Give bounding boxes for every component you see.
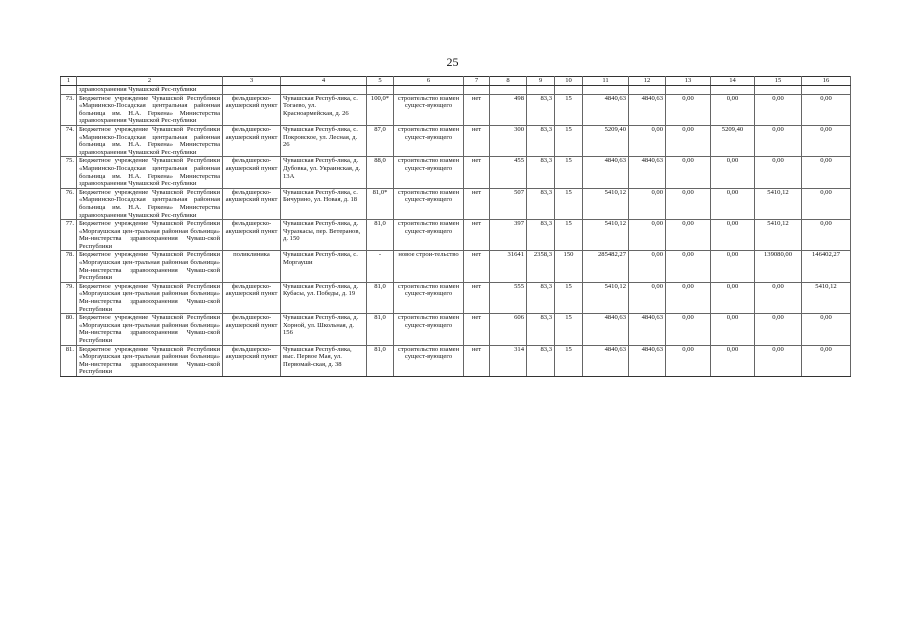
col5-value: 81,0 — [367, 345, 394, 376]
col12-value: 0,00 — [629, 220, 666, 251]
table-row — [61, 345, 851, 376]
col8-value: 507 — [490, 188, 527, 219]
col7-value: нет — [464, 125, 490, 156]
col5-value: 88,0 — [367, 157, 394, 188]
column-header: 13 — [666, 77, 711, 86]
col13-value: 0,00 — [666, 94, 711, 125]
col7-value: нет — [464, 188, 490, 219]
institution-name: Бюджетное учреждение Чувашской Республики «Моргаушская цен-тральная районная больница» Ми-нистерства здравоохранения Чуваш-ской Республики — [77, 251, 223, 282]
column-header: 16 — [802, 77, 851, 86]
col10-value: 15 — [555, 125, 583, 156]
facility-address: Чувашская Респуб-лика, д. Чуразкасы, пер. Ветеранов, д. 150 — [281, 220, 367, 251]
col13-value: 0,00 — [666, 251, 711, 282]
col14-value: 0,00 — [711, 314, 755, 345]
table-row — [61, 94, 851, 125]
col14-value: 0,00 — [711, 220, 755, 251]
col5-value: 81,0 — [367, 314, 394, 345]
column-header: 14 — [711, 77, 755, 86]
col10-value: 15 — [555, 188, 583, 219]
col9-value: 83,3 — [527, 220, 555, 251]
facility-type: поликлиника — [223, 251, 281, 282]
col16-value: 146402,27 — [802, 251, 851, 282]
col11-value: 4840,63 — [583, 157, 629, 188]
row-number: 75. — [61, 157, 77, 188]
col15-value: 0,00 — [755, 94, 802, 125]
col10-value: 15 — [555, 282, 583, 313]
table-row — [61, 314, 851, 345]
col8-value: 606 — [490, 314, 527, 345]
institution-name: Бюджетное учреждение Чувашской Республики «Моргаушская цен-тральная районная больница» Ми-нистерства здравоохранения Чуваш-ской Республики — [77, 314, 223, 345]
column-header: 2 — [77, 77, 223, 86]
col15-value: 5410,12 — [755, 220, 802, 251]
col14-value: 0,00 — [711, 94, 755, 125]
column-header: 15 — [755, 77, 802, 86]
col8-value: 455 — [490, 157, 527, 188]
works-type: строительство взамен сущест-вующего — [394, 157, 464, 188]
col7-value: нет — [464, 314, 490, 345]
col8-value: 397 — [490, 220, 527, 251]
col15-value: 0,00 — [755, 314, 802, 345]
facility-address: Чувашская Респуб-лика, с. Тогаево, ул. Красноармейская, д. 26 — [281, 94, 367, 125]
institution-name: Бюджетное учреждение Чувашской Республики «Моргаушская цен-тральная районная больница» Ми-нистерства здравоохранения Чуваш-ской Республики — [77, 345, 223, 376]
works-type: строительство взамен сущест-вующего — [394, 125, 464, 156]
institution-name: Бюджетное учреждение Чувашской Республики «Мариинско-Посадская центральная районная больница им. Н.А. Геркена» Министерства здравоохранения Чувашской Рес-публики — [77, 188, 223, 219]
col12-value: 0,00 — [629, 125, 666, 156]
col9-value: 2358,3 — [527, 251, 555, 282]
column-header: 11 — [583, 77, 629, 86]
col9-value: 83,3 — [527, 345, 555, 376]
facility-address: Чувашская Респуб-лика, с. Моргауши — [281, 251, 367, 282]
col11-value: 285482,27 — [583, 251, 629, 282]
facility-address: Чувашская Респуб-лика, с. Бичурино, ул. Новая, д. 18 — [281, 188, 367, 219]
col10-value: 15 — [555, 157, 583, 188]
col14-value: 0,00 — [711, 345, 755, 376]
table-row — [61, 220, 851, 251]
col9-value: 83,3 — [527, 125, 555, 156]
col5-value: 81,0 — [367, 282, 394, 313]
col16-value: 0,00 — [802, 345, 851, 376]
col13-value: 0,00 — [666, 125, 711, 156]
col11-value: 5209,40 — [583, 125, 629, 156]
facility-type: фельдшерско-акушерский пункт — [223, 345, 281, 376]
col11-value: 5410,12 — [583, 220, 629, 251]
works-type: строительство взамен сущест-вующего — [394, 220, 464, 251]
table-row — [61, 251, 851, 282]
table-row — [61, 157, 851, 188]
column-header: 9 — [527, 77, 555, 86]
col12-value: 4840,63 — [629, 157, 666, 188]
col12-value: 4840,63 — [629, 314, 666, 345]
facility-type: фельдшерско-акушерский пункт — [223, 94, 281, 125]
col8-value: 498 — [490, 94, 527, 125]
column-header: 3 — [223, 77, 281, 86]
row-number: 78. — [61, 251, 77, 282]
row-number: 81. — [61, 345, 77, 376]
col9-value: 83,3 — [527, 314, 555, 345]
col12-value: 4840,63 — [629, 94, 666, 125]
col12-value: 0,00 — [629, 188, 666, 219]
column-header: 1 — [61, 77, 77, 86]
row-number: 79. — [61, 282, 77, 313]
table-row — [61, 125, 851, 156]
facility-address: Чувашская Респуб-лика, д. Кубасы, ул. Победы, д. 19 — [281, 282, 367, 313]
col13-value: 0,00 — [666, 282, 711, 313]
col13-value: 0,00 — [666, 157, 711, 188]
table-body — [61, 86, 851, 377]
col7-value: нет — [464, 157, 490, 188]
continuation-row — [61, 86, 851, 95]
works-type: строительство взамен сущест-вующего — [394, 188, 464, 219]
row-number: 73. — [61, 94, 77, 125]
col16-value: 0,00 — [802, 314, 851, 345]
works-type: строительство взамен сущест-вующего — [394, 282, 464, 313]
facility-address: Чувашская Респуб-лика, с. Покровское, ул. Лесная, д. 26 — [281, 125, 367, 156]
col13-value: 0,00 — [666, 188, 711, 219]
continuation-text: здравоохранения Чувашской Рес-публики — [77, 86, 223, 95]
col10-value: 150 — [555, 251, 583, 282]
col10-value: 15 — [555, 345, 583, 376]
facility-type: фельдшерско-акушерский пункт — [223, 314, 281, 345]
col12-value: 4840,63 — [629, 345, 666, 376]
facility-type: фельдшерско-акушерский пункт — [223, 282, 281, 313]
col16-value: 0,00 — [802, 157, 851, 188]
column-number-row — [61, 77, 851, 86]
column-header: 7 — [464, 77, 490, 86]
facility-address: Чувашская Респуб-лика, д. Хорной, ул. Школьная, д. 156 — [281, 314, 367, 345]
col16-value: 0,00 — [802, 220, 851, 251]
facility-address: Чувашская Респуб-лика, выс. Первое Мая, ул. Первомай-ская, д. 38 — [281, 345, 367, 376]
col5-value: 87,0 — [367, 125, 394, 156]
institution-name: Бюджетное учреждение Чувашской Республики «Мариинско-Посадская центральная районная больница им. Н.А. Геркена» Министерства здравоохранения Чувашской Рес-публики — [77, 157, 223, 188]
col16-value: 5410,12 — [802, 282, 851, 313]
col15-value: 0,00 — [755, 345, 802, 376]
col9-value: 83,3 — [527, 188, 555, 219]
column-header: 6 — [394, 77, 464, 86]
col5-value: - — [367, 251, 394, 282]
col8-value: 555 — [490, 282, 527, 313]
facility-type: фельдшерско-акушерский пункт — [223, 125, 281, 156]
facilities-table — [60, 76, 851, 377]
col11-value: 5410,12 — [583, 282, 629, 313]
col13-value: 0,00 — [666, 220, 711, 251]
col16-value: 0,00 — [802, 125, 851, 156]
col14-value: 0,00 — [711, 282, 755, 313]
row-number: 77. — [61, 220, 77, 251]
facility-type: фельдшерско-акушерский пункт — [223, 188, 281, 219]
institution-name: Бюджетное учреждение Чувашской Республики «Моргаушская цен-тральная районная больница» Ми-нистерства здравоохранения Чуваш-ской Республики — [77, 282, 223, 313]
col15-value: 5410,12 — [755, 188, 802, 219]
col7-value: нет — [464, 282, 490, 313]
table-row — [61, 282, 851, 313]
col9-value: 83,3 — [527, 282, 555, 313]
col14-value: 0,00 — [711, 157, 755, 188]
col11-value: 4840,63 — [583, 94, 629, 125]
page-number: 25 — [446, 55, 459, 69]
col8-value: 314 — [490, 345, 527, 376]
col11-value: 4840,63 — [583, 345, 629, 376]
col14-value: 5209,40 — [711, 125, 755, 156]
column-header: 12 — [629, 77, 666, 86]
column-header: 5 — [367, 77, 394, 86]
col13-value: 0,00 — [666, 314, 711, 345]
col10-value: 15 — [555, 220, 583, 251]
works-type: новое строи-тельство — [394, 251, 464, 282]
col8-value: 300 — [490, 125, 527, 156]
col15-value: 0,00 — [755, 282, 802, 313]
col15-value: 139080,00 — [755, 251, 802, 282]
col7-value: нет — [464, 220, 490, 251]
works-type: строительство взамен сущест-вующего — [394, 345, 464, 376]
col9-value: 83,3 — [527, 94, 555, 125]
col7-value: нет — [464, 345, 490, 376]
row-number: 76. — [61, 188, 77, 219]
col14-value: 0,00 — [711, 251, 755, 282]
col12-value: 0,00 — [629, 282, 666, 313]
col11-value: 5410,12 — [583, 188, 629, 219]
institution-name: Бюджетное учреждение Чувашской Республики «Мариинско-Посадская центральная районная больница им. Н.А. Геркена» Министерства здравоохранения Чувашской Рес-публики — [77, 125, 223, 156]
institution-name: Бюджетное учреждение Чувашской Республики «Мариинско-Посадская центральная районная больница им. Н.А. Геркена» Министерства здравоохранения Чувашской Рес-публики — [77, 94, 223, 125]
table-row — [61, 188, 851, 219]
col16-value: 0,00 — [802, 94, 851, 125]
col5-value: 100,0* — [367, 94, 394, 125]
facility-type: фельдшерско-акушерский пункт — [223, 157, 281, 188]
col14-value: 0,00 — [711, 188, 755, 219]
works-type: строительство взамен сущест-вующего — [394, 94, 464, 125]
institution-name: Бюджетное учреждение Чувашской Республики «Моргаушская цен-тральная районная больница» Ми-нистерства здравоохранения Чуваш-ской Республики — [77, 220, 223, 251]
col11-value: 4840,63 — [583, 314, 629, 345]
col10-value: 15 — [555, 94, 583, 125]
col5-value: 81,0* — [367, 188, 394, 219]
col13-value: 0,00 — [666, 345, 711, 376]
row-number: 80. — [61, 314, 77, 345]
column-header: 4 — [281, 77, 367, 86]
col5-value: 81,0 — [367, 220, 394, 251]
column-header: 10 — [555, 77, 583, 86]
col7-value: нет — [464, 94, 490, 125]
col7-value: нет — [464, 251, 490, 282]
col10-value: 15 — [555, 314, 583, 345]
col15-value: 0,00 — [755, 157, 802, 188]
col12-value: 0,00 — [629, 251, 666, 282]
works-type: строительство взамен сущест-вующего — [394, 314, 464, 345]
col8-value: 31641 — [490, 251, 527, 282]
facility-address: Чувашская Респуб-лика, д. Дубовка, ул. Украинская, д. 13А — [281, 157, 367, 188]
facility-type: фельдшерско-акушерский пункт — [223, 220, 281, 251]
column-header: 8 — [490, 77, 527, 86]
row-number: 74. — [61, 125, 77, 156]
col15-value: 0,00 — [755, 125, 802, 156]
col16-value: 0,00 — [802, 188, 851, 219]
col9-value: 83,3 — [527, 157, 555, 188]
